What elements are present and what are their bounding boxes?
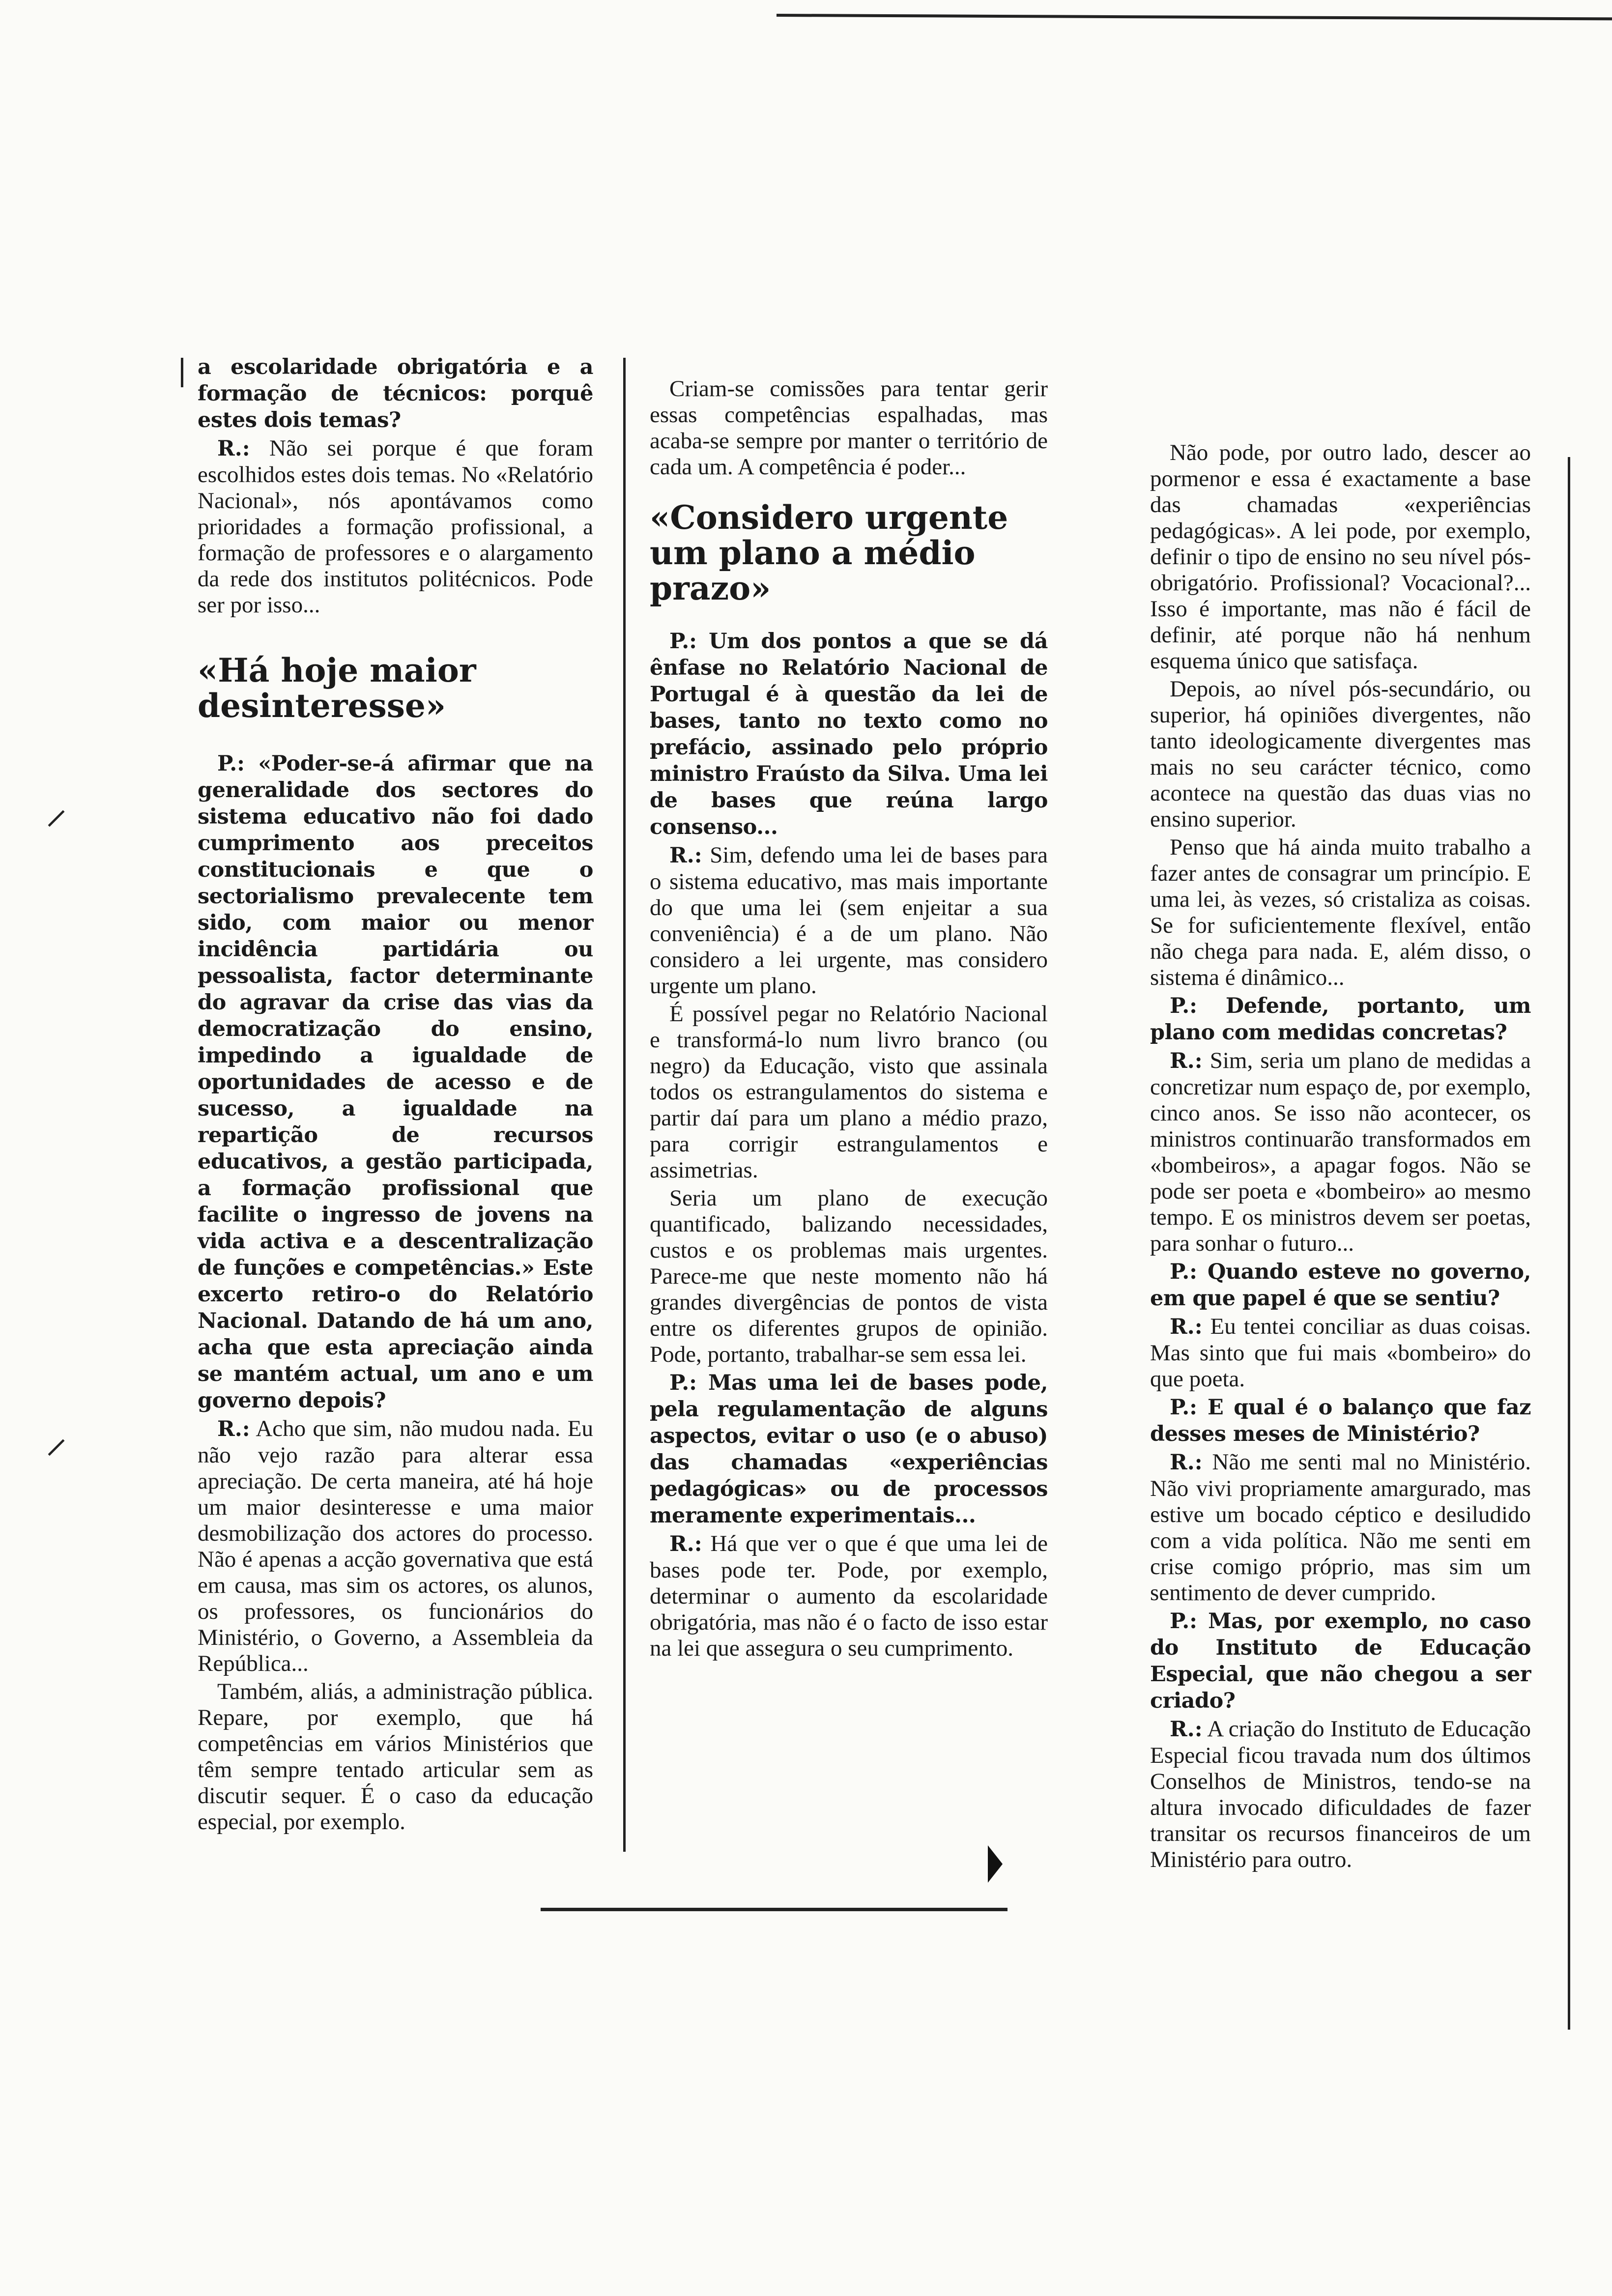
paragraph: Também, aliás, a administração pública. Repare, por exemplo, que há competências em vários Ministérios que têm sempre tentado articular sem as discutir sequer. É o caso da educação especial, por exemplo. — [198, 1679, 593, 1835]
paragraph: Seria um plano de execução quantificado, balizando necessidades, custos e os problemas mais urgentes. Parece-me que neste momento não há grandes divergências de pontos de vista entre os diferentes grupos de opinião. Pode, portanto, trabalhar-se sem essa lei. — [650, 1185, 1048, 1367]
column-3 — [1150, 440, 1531, 1875]
column-divider-1 — [623, 358, 626, 1852]
margin-mark-top: ⸝ — [45, 782, 67, 834]
question-label: P.: — [669, 629, 697, 654]
question-text: Defende, portanto, um plano com medidas concretas? — [1150, 994, 1531, 1045]
question-text: Mas, por exemplo, no caso do Instituto de Educação Especial, que não chegou a ser criado? — [1150, 1609, 1531, 1713]
bottom-rule — [541, 1908, 1008, 1911]
question-label: P.: — [1170, 1395, 1198, 1420]
column-1 — [198, 354, 593, 1837]
paragraph: Depois, ao nível pós-secundário, ou superior, há opiniões divergentes, não tanto ideologicamente divergentes mas mais no seu carácter técnico, como acontece na questão das duas vias no ensino superior. — [1150, 676, 1531, 832]
question-label: P.: — [1170, 994, 1198, 1018]
question-text: Um dos pontos a que se dá ênfase no Relatório Nacional de Portugal é à questão da lei de bases, tanto no texto como no prefácio, assinado pelo próprio ministro Fraústo da Silva. Uma lei de bases que reúna largo consenso... — [650, 629, 1048, 839]
answer-label: R.: — [669, 843, 702, 868]
top-rule — [777, 14, 1612, 20]
answer-label: R.: — [1170, 1315, 1203, 1339]
column1-left-rule — [181, 358, 183, 387]
question-label: P.: — [1170, 1260, 1198, 1284]
answer-label: R.: — [1170, 1450, 1203, 1475]
answer-text: A criação do Instituto de Educação Especial ficou travada num dos últimos Conselhos de Ministros, tendo-se na altura invocado dificuldades de fazer transitar os recursos financeiros de um Ministério para outro. — [1150, 1716, 1531, 1872]
answer-text: Eu tentei conciliar as duas coisas. Mas sinto que fui mais «bombeiro» do que poeta. — [1150, 1314, 1531, 1392]
continued-arrow-icon — [988, 1845, 1003, 1883]
paragraph: É possível pegar no Relatório Nacional e transformá-lo num livro branco (ou negro) da Educação, visto que assinala todos os estrangulamentos do sistema e partir daí para um plano a médio prazo, para corrigir estrangulamentos e assimetrias. — [650, 1001, 1048, 1183]
answer-text: Não me senti mal no Ministério. Não vivi propriamente amargurado, mas estive um bocado céptico e desiludido com a vida política. Não me senti em crise comigo próprio, mas sim um sentimento de dever cumprido. — [1150, 1449, 1531, 1606]
answer-label: R.: — [1170, 1717, 1203, 1742]
section-heading-2: «Considero urgente um plano a médio prazo» — [650, 498, 1008, 607]
answer-text: Sim, seria um plano de medidas a concretizar num espaço de, por exemplo, cinco anos. Se isso não acontecer, os ministros continuarão transformados em «bombeiros», a apagar fogos. Não se pode ser poeta e «bombeiro» ao mesmo tempo. E os ministros devem ser poetas, para sonhar o futuro... — [1150, 1048, 1531, 1256]
column-divider-2 — [1568, 457, 1570, 2030]
question-text: E qual é o balanço que faz desses meses de Ministério? — [1150, 1395, 1531, 1446]
question-label: P.: — [669, 1371, 697, 1395]
answer-text: Não sei porque é que foram escolhidos estes dois temas. No «Relatório Nacional», nós apontávamos como prioridades a formação profissional, a formação de professores e o alargamento da rede dos institutos politécnicos. Pode ser por isso... — [198, 435, 593, 618]
paragraph: Penso que há ainda muito trabalho a fazer antes de consagrar um princípio. E uma lei, às vezes, só cristaliza as coisas. Se for suficientemente flexível, então não chega para nada. E, além disso, o sistema é dinâmico... — [1150, 834, 1531, 990]
answer-text: Sim, defendo uma lei de bases para o sistema educativo, mas mais importante do que uma lei (sem enjeitar a sua conveniência) é a de um plano. Não considero a lei urgente, mas considero urgente um plano. — [650, 842, 1048, 999]
answer-label: R.: — [1170, 1049, 1203, 1073]
answer-label: R.: — [217, 436, 250, 461]
paragraph: Criam-se comissões para tentar gerir essas competências espalhadas, mas acaba-se sempre por manter o território de cada um. A competência é poder... — [650, 376, 1048, 480]
answer-label: R.: — [217, 1417, 250, 1441]
question-text: Quando esteve no governo, em que papel é que se sentiu? — [1150, 1260, 1531, 1311]
question-text: «Poder-se-á afirmar que na generalidade dos sectores do sistema educativo não foi dado cumprimento aos preceitos constitucionais e que o sectorialismo prevalecente tem sido, com maior ou menor incidência partidária ou pessoalista, factor determinante do agravar da crise das vias da democratização do ensino, impedindo a igualdade de oportunidades de acesso e de sucesso, a igualdade na repartição de recursos educativos, a gestão participada, a formação profissional que facilite o ingresso de jovens na vida activa e a descentralização de funções e competências.» Este excerto retiro-o do Relatório Nacional. Datando de há um ano, acha que esta apreciação ainda se mantém actual, um ano e um governo depois? — [198, 751, 593, 1413]
margin-mark-bottom: ⸝ — [45, 1411, 67, 1463]
answer-label: R.: — [669, 1532, 702, 1556]
question-text: Mas uma lei de bases pode, pela regulamentação de alguns aspectos, evitar o uso (e o abuso) das chamadas «experiências pedagógicas» ou de processos meramente experimentais... — [650, 1371, 1048, 1528]
question-label: P.: — [217, 751, 245, 776]
question-text: a escolaridade obrigatória e a formação de técnicos: porquê estes dois temas? — [198, 355, 593, 432]
answer-text: Há que ver o que é que uma lei de bases pode ter. Pode, por exemplo, determinar o aumento da escolaridade obrigatória, mas não é o facto de isso estar na lei que assegura o seu cumprimento. — [650, 1531, 1048, 1661]
column-2 — [650, 376, 1048, 1664]
paragraph: Não pode, por outro lado, descer ao pormenor e essa é exactamente a base das chamadas «experiências pedagógicas». A lei pode, por exemplo, definir o tipo de ensino no seu nível pós-obrigatório. Profissional? Vocacional?... Isso é importante, mas não é fácil de definir, até porque não há nenhum esquema único que satisfaça. — [1150, 440, 1531, 674]
answer-text: Acho que sim, não mudou nada. Eu não vejo razão para alterar essa apreciação. De certa maneira, até há hoje um maior desinteresse e uma maior desmobilização dos actores do processo. Não é apenas a acção governativa que está em causa, mas sim os actores, os alunos, os professores, os funcionários do Ministério, o Governo, a Assembleia da República... — [198, 1416, 593, 1676]
section-heading-1: «Há hoje maior desinteresse» — [198, 651, 476, 725]
question-label: P.: — [1170, 1609, 1198, 1634]
